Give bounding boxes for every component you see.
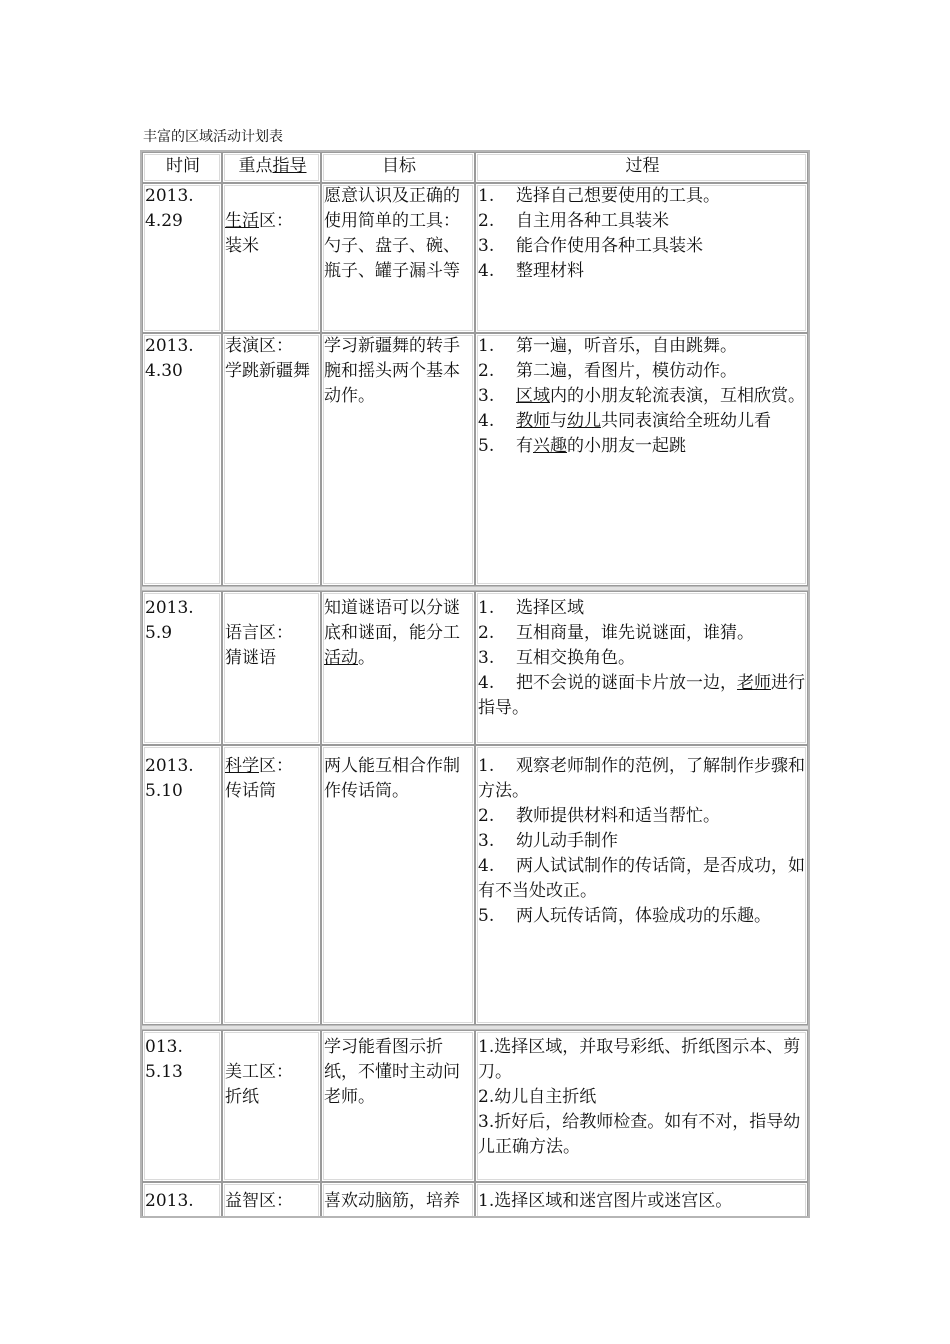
process-step: 1. 观察老师制作的范例，了解制作步骤和方法。 <box>478 756 805 801</box>
process-step: 3. 区域内的小朋友轮流表演，互相欣赏。 <box>478 386 805 406</box>
process-step: 2. 教师提供材料和适当帮忙。 <box>478 806 720 826</box>
activity-plan-table <box>140 150 810 1218</box>
header-process: 过程 <box>475 152 808 183</box>
process-cell: 1.选择区域和迷宫图片或迷宫区。 <box>475 1182 808 1218</box>
process-cell <box>475 1030 808 1182</box>
process-step: 1. 第一遍，听音乐，自由跳舞。 <box>478 336 737 356</box>
process-step: 4. 教师与幼儿共同表演给全班幼儿看 <box>478 411 771 431</box>
goal-cell <box>321 591 475 745</box>
process-step: 3. 幼儿动手制作 <box>478 831 618 851</box>
time-year: 013. <box>145 1037 183 1057</box>
process-cell <box>475 333 808 586</box>
teacher-link[interactable]: 教师 <box>516 411 550 431</box>
process-step: 5. 两人玩传话筒，体验成功的乐趣。 <box>478 906 771 926</box>
time-date: 5.9 <box>145 623 173 643</box>
process-step: 2. 第二遍，看图片，模仿动作。 <box>478 361 737 381</box>
goal-cell: 愿意认识及正确的使用简单的工具：勺子、盘子、碗、瓶子、罐子漏斗等 <box>321 183 475 333</box>
area-name: 语言区： <box>225 623 293 643</box>
header-guide-link[interactable]: 指导 <box>272 156 307 176</box>
time-cell <box>142 745 222 1025</box>
area-activity: 折纸 <box>225 1087 259 1107</box>
header-focus <box>222 152 321 183</box>
header-goal: 目标 <box>321 152 475 183</box>
process-cell <box>475 183 808 333</box>
table-row <box>142 333 808 586</box>
time-year: 2013. <box>145 186 194 206</box>
process-step: 4. 整理材料 <box>478 261 584 281</box>
process-step: 3. 互相交换角色。 <box>478 648 635 668</box>
time-year: 2013. <box>145 598 194 618</box>
area-name: 美工区： <box>225 1062 293 1082</box>
process-step: 2. 自主用各种工具装米 <box>478 211 669 231</box>
area-activity: 装米 <box>225 236 259 256</box>
table-header-row <box>142 152 808 183</box>
time-cell: 2013. <box>142 1182 222 1218</box>
table-row <box>142 745 808 1025</box>
table-row <box>142 183 808 333</box>
area-cell <box>222 591 321 745</box>
child-link[interactable]: 幼儿 <box>567 411 601 431</box>
time-cell <box>142 1030 222 1182</box>
time-year: 2013. <box>145 756 194 776</box>
time-date: 4.29 <box>145 211 183 231</box>
process-cell <box>475 745 808 1025</box>
area-cell <box>222 333 321 586</box>
document-title: 丰富的区域活动计划表 <box>143 129 283 145</box>
process-step: 4. 把不会说的谜面卡片放一边，老师进行指导。 <box>478 673 805 718</box>
time-cell <box>142 333 222 586</box>
header-focus-text: 重点 <box>238 156 273 176</box>
process-step: 3.折好后，给教师检查。如有不对，指导幼儿正确方法。 <box>478 1112 801 1157</box>
goal-end: 。 <box>358 648 375 668</box>
time-cell <box>142 591 222 745</box>
process-step: 2. 互相商量，谁先说谜面，谁猜。 <box>478 623 754 643</box>
goal-text: 知道谜语可以分谜底和谜面，能分工 <box>324 598 460 643</box>
region-link[interactable]: 区域 <box>516 386 550 406</box>
time-date: 5.13 <box>145 1062 183 1082</box>
goal-cell: 学习能看图示折纸，不懂时主动问老师。 <box>321 1030 475 1182</box>
process-step: 4. 两人试试制作的传话筒，是否成功，如有不当处改正。 <box>478 856 805 901</box>
table-row <box>142 591 808 745</box>
area-cell <box>222 745 321 1025</box>
area-activity: 猜谜语 <box>225 648 276 668</box>
table-row <box>142 1030 808 1182</box>
area-link[interactable]: 科学 <box>225 756 259 776</box>
teacher-link[interactable]: 老师 <box>737 673 771 693</box>
process-step: 5. 有兴趣的小朋友一起跳 <box>478 436 686 456</box>
area-cell <box>222 1030 321 1182</box>
goal-cell: 学习新疆舞的转手腕和摇头两个基本动作。 <box>321 333 475 586</box>
process-step: 1. 选择区域 <box>478 598 584 618</box>
area-suffix: 区： <box>259 756 293 776</box>
process-cell <box>475 591 808 745</box>
activity-link[interactable]: 活动 <box>324 648 358 668</box>
area-suffix: 区： <box>259 211 293 231</box>
time-year: 2013. <box>145 336 194 356</box>
table-row <box>142 1182 808 1218</box>
process-step: 2.幼儿自主折纸 <box>478 1087 597 1107</box>
time-date: 5.10 <box>145 781 183 801</box>
header-time: 时间 <box>142 152 222 183</box>
area-cell: 益智区： <box>222 1182 321 1218</box>
area-name: 表演区： <box>225 336 293 356</box>
time-date: 4.30 <box>145 361 183 381</box>
area-link[interactable]: 生活 <box>225 211 259 231</box>
goal-cell: 两人能互相合作制作传话筒。 <box>321 745 475 1025</box>
process-step: 1. 选择自己想要使用的工具。 <box>478 186 720 206</box>
area-activity: 学跳新疆舞 <box>225 361 310 381</box>
time-cell <box>142 183 222 333</box>
process-step: 3. 能合作使用各种工具装米 <box>478 236 703 256</box>
process-step: 1.选择区域，并取号彩纸、折纸图示本、剪刀。 <box>478 1037 801 1082</box>
area-cell <box>222 183 321 333</box>
area-activity: 传话筒 <box>225 781 276 801</box>
interest-link[interactable]: 兴趣 <box>533 436 567 456</box>
goal-cell: 喜欢动脑筋，培养 <box>321 1182 475 1218</box>
